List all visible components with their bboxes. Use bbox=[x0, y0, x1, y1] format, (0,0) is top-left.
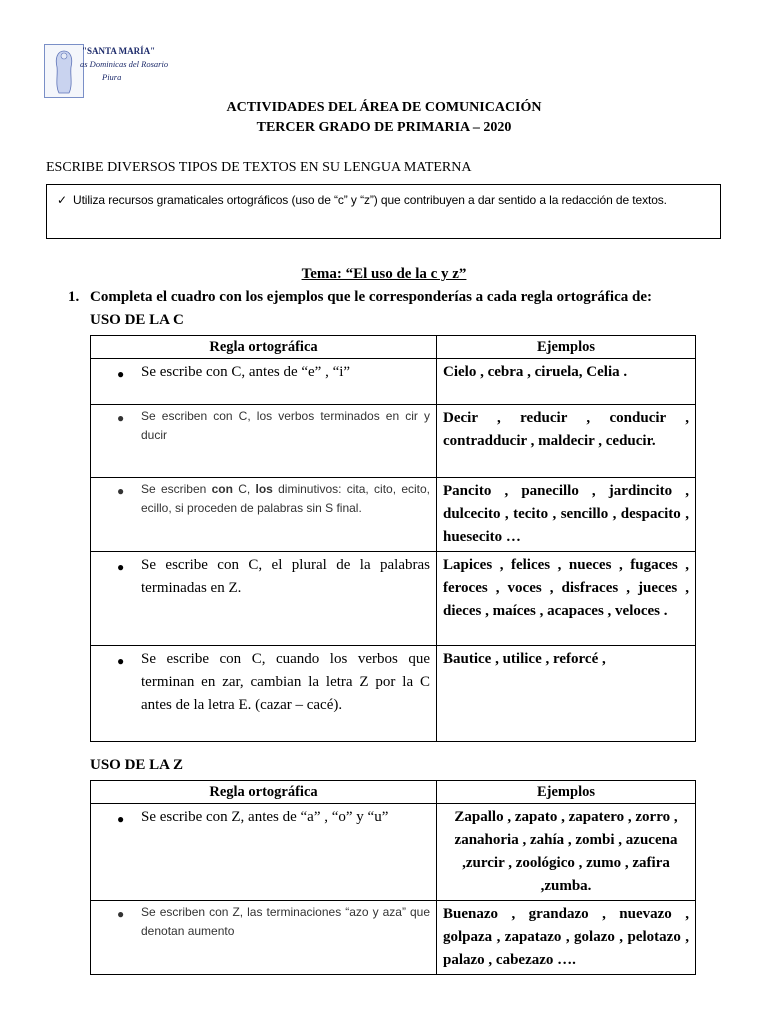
bullet-icon: ● bbox=[117, 411, 125, 425]
table-row bbox=[91, 478, 696, 552]
table-uso-z bbox=[90, 780, 696, 975]
bullet-icon: ● bbox=[117, 907, 125, 921]
school-logo bbox=[44, 44, 184, 98]
question-number: 1. bbox=[68, 289, 80, 305]
rule-cell: ● Se escriben con C, los diminutivos: cita, cito, ecito, ecillo, si proceden de palabras sin S final. bbox=[91, 478, 437, 552]
examples-cell: Pancito , panecillo , jardincito , dulcecito , tecito , sencillo , despacito , huesecito … bbox=[437, 478, 696, 552]
examples-cell: Buenazo , grandazo , nuevazo , golpaza , zapatazo , golazo , pelotazo , palazo , cabezazo …. bbox=[437, 901, 696, 975]
examples-cell: Bautice , utilice , reforcé , bbox=[437, 646, 696, 742]
table-row bbox=[91, 646, 696, 742]
rule-cell: ● Se escriben con Z, las terminaciones “azo y aza” que denotan aumento bbox=[91, 901, 437, 975]
bullet-icon: ● bbox=[117, 484, 125, 498]
page-title: ACTIVIDADES DEL ÁREA DE COMUNICACIÓN bbox=[226, 100, 542, 115]
bullet-icon: ● bbox=[117, 367, 125, 381]
checkmark-icon: ✓ bbox=[57, 193, 68, 207]
table-row bbox=[91, 405, 696, 478]
competency-heading: ESCRIBE DIVERSOS TIPOS DE TEXTOS EN SU LENGUA MATERNA bbox=[46, 160, 472, 175]
rule-cell: ● Se escriben con C, los verbos terminados en cir y ducir bbox=[91, 405, 437, 478]
column-header-rule: Regla ortográfica bbox=[91, 336, 437, 359]
school-subtitle: as Dominicas del Rosario bbox=[80, 59, 169, 69]
bullet-icon: ● bbox=[117, 560, 125, 574]
table-header-row bbox=[91, 781, 696, 804]
column-header-examples: Ejemplos bbox=[437, 336, 696, 359]
rule-cell: ● Se escribe con C, cuando los verbos que terminan en zar, cambian la letra Z por la C antes de la letra E. (cazar – cacé). bbox=[91, 646, 437, 742]
criterion-text: Utiliza recursos gramaticales ortográficos (uso de “c” y “z”) que contribuyen a dar sentido a la redacción de textos. bbox=[73, 193, 667, 207]
bullet-icon: ● bbox=[117, 812, 125, 826]
school-city: Piura bbox=[102, 72, 122, 82]
table-header-row bbox=[91, 336, 696, 359]
examples-cell: Lapices , felices , nueces , fugaces , feroces , voces , disfraces , jueces , dieces , maíces , acapaces , veloces . bbox=[437, 552, 696, 646]
school-crest-icon bbox=[44, 44, 84, 98]
examples-cell: Zapallo , zapato , zapatero , zorro , zanahoria , zahía , zombi , azucena ,zurcir , zoológico , zumo , zafira ,zumba. bbox=[437, 804, 696, 901]
bullet-icon: ● bbox=[117, 654, 125, 668]
table-c-title: USO DE LA C bbox=[90, 312, 184, 328]
table-row bbox=[91, 804, 696, 901]
table-uso-c bbox=[90, 335, 696, 742]
rule-cell: ● Se escribe con C, antes de “e” , “i” bbox=[91, 359, 437, 405]
column-header-rule: Regla ortográfica bbox=[91, 781, 437, 804]
topic-heading: Tema: “El uso de la c y z” bbox=[301, 266, 467, 282]
question-text: Completa el cuadro con los ejemplos que le corresponderías a cada regla ortográfica de: bbox=[90, 289, 653, 305]
criterion-box bbox=[46, 184, 721, 239]
school-name: "SANTA MARÍA" bbox=[82, 46, 156, 56]
rule-cell: ● Se escribe con C, el plural de la palabras terminadas en Z. bbox=[91, 552, 437, 646]
grade-title: TERCER GRADO DE PRIMARIA – 2020 bbox=[256, 120, 512, 135]
rule-cell: ● Se escribe con Z, antes de “a” , “o” y “u” bbox=[91, 804, 437, 901]
table-row bbox=[91, 552, 696, 646]
examples-cell: Decir , reducir , conducir , contradducir , maldecir , ceducir. bbox=[437, 405, 696, 478]
table-row bbox=[91, 359, 696, 405]
examples-cell: Cielo , cebra , ciruela, Celia . bbox=[437, 359, 696, 405]
table-z-title: USO DE LA Z bbox=[90, 757, 183, 773]
column-header-examples: Ejemplos bbox=[437, 781, 696, 804]
question-1 bbox=[68, 289, 652, 306]
table-row bbox=[91, 901, 696, 975]
